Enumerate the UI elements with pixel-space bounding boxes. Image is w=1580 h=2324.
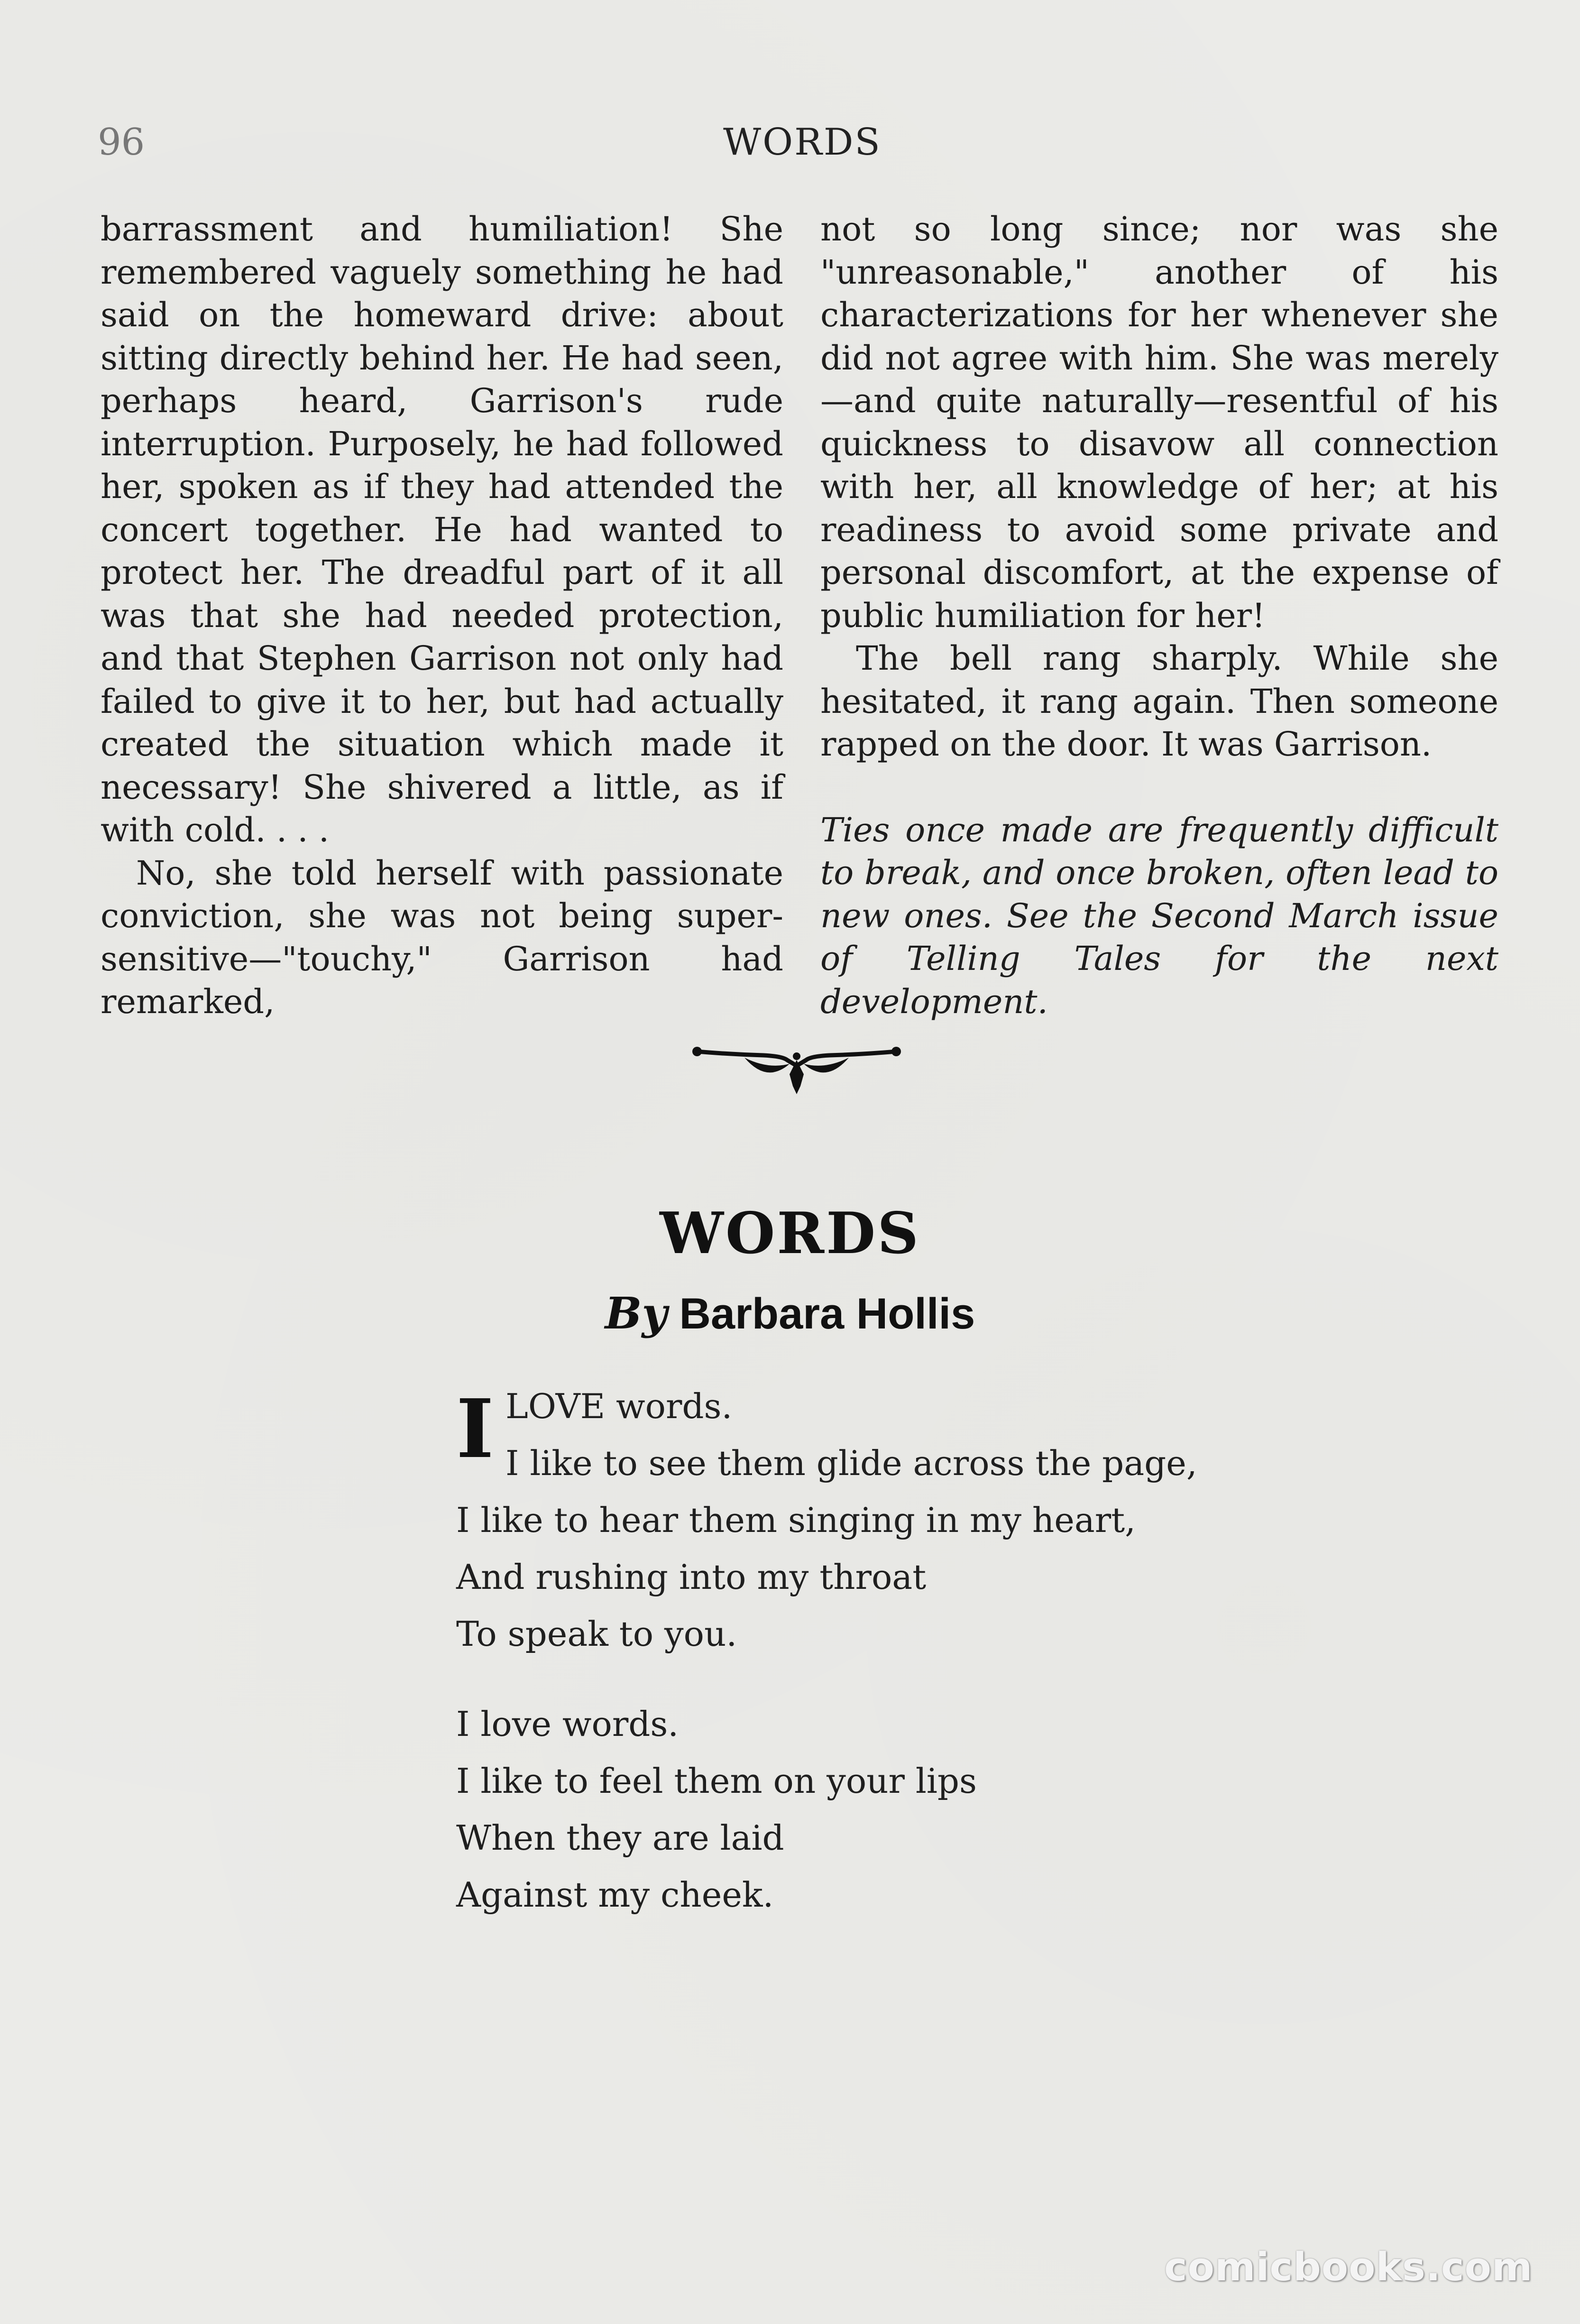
poem-stanza xyxy=(456,1696,977,1923)
poem-line: And rushing into my throat xyxy=(456,1557,927,1597)
drop-cap: I xyxy=(456,1382,494,1476)
story-column-right xyxy=(820,208,1498,1023)
story-paragraph: No, she told herself with passionate conviction, she was not being super-sensitive—"touchy," Garrison had remarked, xyxy=(101,853,783,1021)
story-column-left xyxy=(101,208,783,1024)
story-paragraph: The bell rang sharply. While she hesitated, it rang again. Then someone rapped on the door. It was Garrison. xyxy=(820,639,1498,764)
editor-note: Ties once made are frequently difficult to break, and once broken, often lead to new ones. See the Second March issue of Telling Tales for the next development. xyxy=(820,810,1498,1021)
poem-byline xyxy=(0,1288,1580,1339)
poem-line: When they are laid xyxy=(456,1818,784,1858)
poem-line: Against my cheek. xyxy=(456,1875,774,1915)
poem-line: I like to hear them singing in my heart, xyxy=(456,1500,1136,1540)
story-paragraph: barrassment and humiliation! She remembered vaguely something he had said on the homeward drive: about sitting directly behind her. He had seen, perhaps heard, Garrison's rude interruption. Purposely, he had followed her, spoken as if they had attended the concert together. He had wanted to protect her. The dreadful part of it all was that she had needed protection, and that Stephen Garrison not only had failed to give it to her, but had actually created the situation which made it necessary! She shivered a little, as if with cold. . . . xyxy=(101,210,783,849)
poem-stanza xyxy=(456,1378,1197,1662)
poem-line: I love words. xyxy=(456,1704,679,1744)
poem-line: To speak to you. xyxy=(456,1614,737,1654)
byline-by: By xyxy=(605,1288,667,1339)
site-watermark: comicbooks.com xyxy=(1164,2245,1533,2290)
poem-line: I like to feel them on your lips xyxy=(456,1761,977,1801)
author-name: Barbara Hollis xyxy=(679,1290,975,1338)
poem-title: WORDS xyxy=(660,1200,920,1267)
poem-line: LOVE words. xyxy=(505,1386,733,1426)
page-number: 96 xyxy=(98,121,145,164)
story-paragraph: not so long since; nor was she "unreasonable," another of his characterizations for her whenever she did not agree with him. She was merely—and quite naturally—resentful of his quickness to disavow all connection with her, all knowledge of her; at his readiness to avoid some private and personal discomfort, at the expense of public humiliation for her! xyxy=(820,210,1498,635)
poem-line: I like to see them glide across the page, xyxy=(505,1443,1197,1483)
running-head: WORDS xyxy=(723,121,882,164)
ornament-divider-icon xyxy=(692,1041,901,1098)
